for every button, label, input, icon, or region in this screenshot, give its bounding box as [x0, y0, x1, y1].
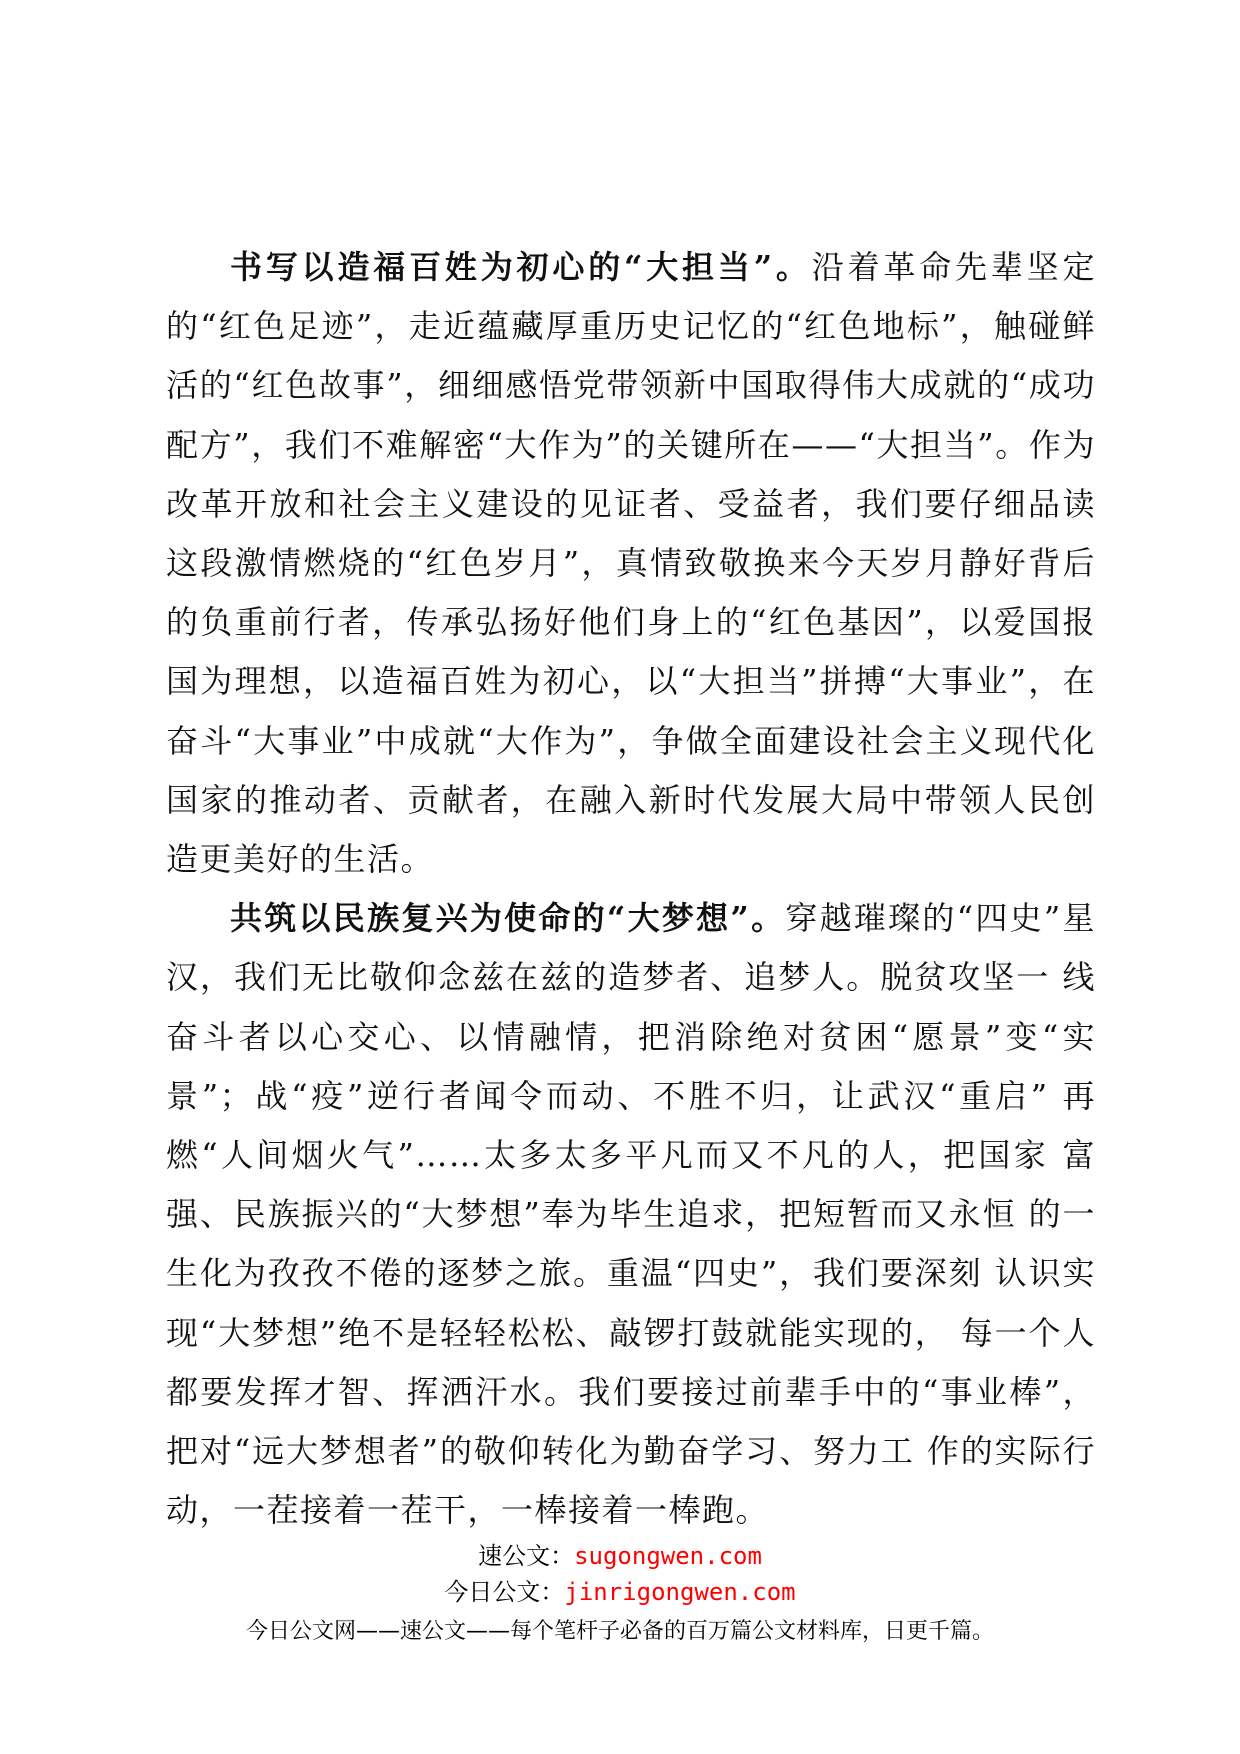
paragraph-2: [166, 889, 1096, 1540]
paragraph-1-text: 沿着革命先辈坚定的“红色足迹”，走近蕴藏厚重历史记忆的“红色地标”，触碰鲜活的“红色故事”，细细感悟党带领新中国取得伟大成就的“成功配方”，我们不难解密“大作为”的关键所在——“大担当”。作为改革开放和社会主义建设的见证者、受益者，我们要仔细品读这段激情燃烧的“红色岁月”，真情致敬换来今天岁月静好背后的负重前行者，传承弘扬好他们身上的“红色基因”，以爱国报国为理想，以造福百姓为初心，以“大担当”拼搏“大事业”，在奋斗“大事业”中成就“大作为”，争做全面建设社会主义现代化国家的推动者、贡献者，在融入新时代发展大局中带领人民创造更美好的生活。: [166, 248, 1096, 879]
footer-link-jinrigongwen[interactable]: jinrigongwen.com: [564, 1578, 796, 1606]
paragraph-1: [166, 238, 1096, 889]
footer-label-jinrigongwen: 今日公文：: [444, 1578, 565, 1606]
footer: [0, 1538, 1240, 1652]
footer-link-sugongwen[interactable]: sugongwen.com: [574, 1542, 762, 1570]
footer-line-jinrigongwen: [0, 1574, 1240, 1610]
footer-line-sugongwen: [0, 1538, 1240, 1574]
paragraph-1-lead: 书写以造福百姓为初心的“大担当”。: [230, 248, 812, 286]
footer-label-sugongwen: 速公文：: [478, 1542, 575, 1570]
paragraph-2-lead: 共筑以民族复兴为使命的“大梦想”。: [230, 899, 786, 938]
document-body: [166, 238, 1096, 1540]
footer-slogan: 今日公文网——速公文——每个笔杆子必备的百万篇公文材料库，日更千篇。: [245, 1619, 994, 1644]
paragraph-2-text: 穿越璀璨的“四史”星汉，我们无比敬仰念兹在兹的造梦者、追梦人。脱贫攻坚一 线奋斗者以心交心、以情融情，把消除绝对贫困“愿景”变“实景”；战“疫”逆行者闻令而动、不胜不归，让武汉“重启” 再燃“人间烟火气”……太多太多平凡而又不凡的人，把国家 富强、民族振兴的“大梦想”奉为毕生追求，把短暂而又永恒 的一生化为孜孜不倦的逐梦之旅。重温“四史”，我们要深刻 认识实现“大梦想”绝不是轻轻松松、敲锣打鼓就能实现的， 每一个人都要发挥才智、挥洒汗水。我们要接过前辈手中的“事业棒”，把对“远大梦想者”的敬仰转化为勤奋学习、努力工 作的实际行动，一茬接着一茬干，一棒接着一棒跑。: [166, 899, 1096, 1530]
